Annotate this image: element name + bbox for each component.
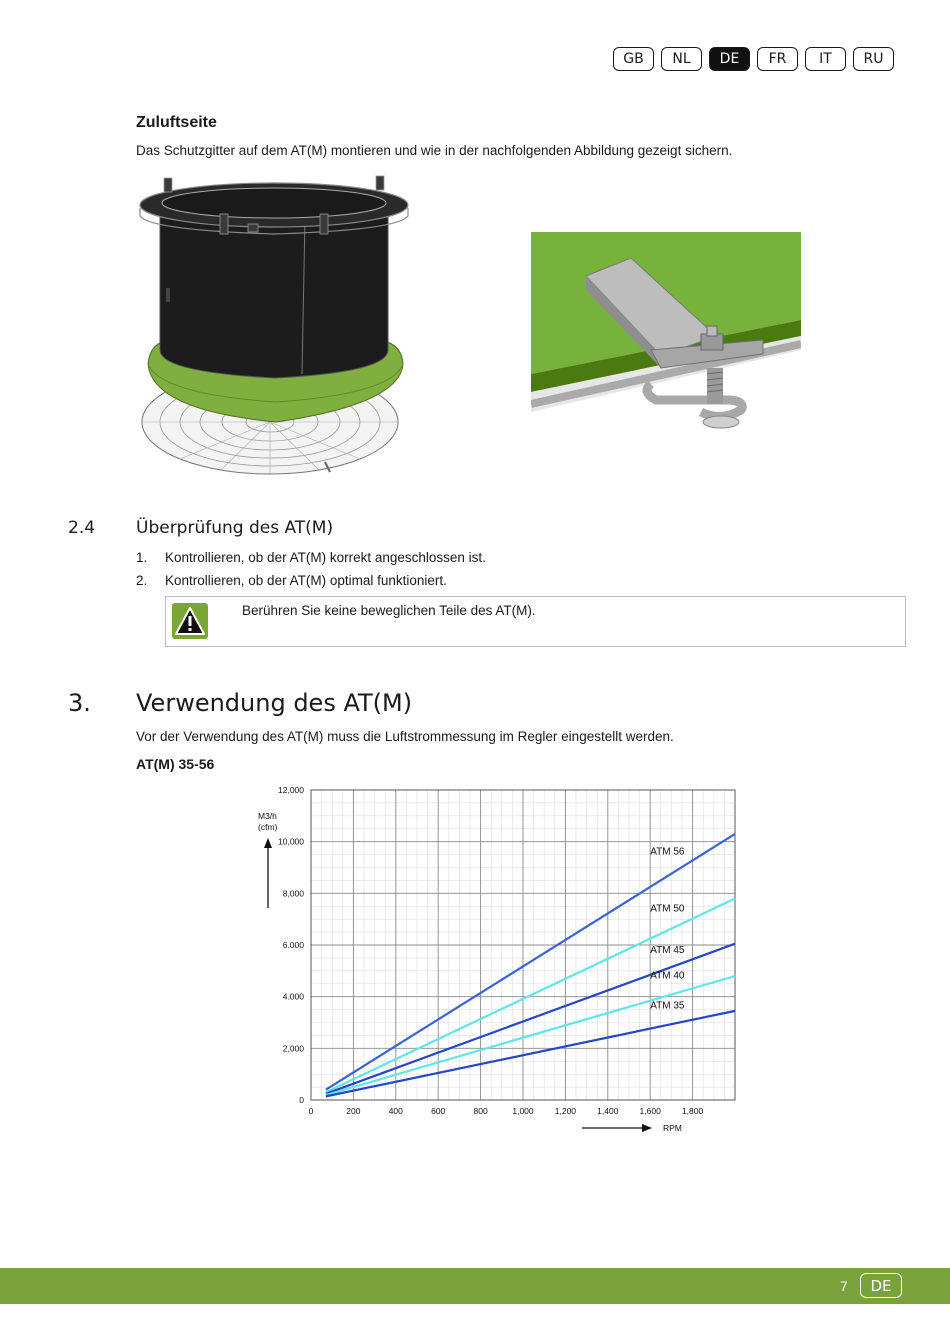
y-tick-label: 12,000: [278, 785, 304, 795]
y-tick-label: 4.000: [282, 991, 304, 1002]
x-tick-label: 1,600: [639, 1106, 661, 1116]
lang-gb-button[interactable]: GB: [613, 47, 654, 71]
section-3-title: Verwendung des AT(M): [136, 689, 413, 717]
warning-icon: [172, 603, 208, 639]
y-tick-label: 8,000: [282, 888, 304, 899]
x-tick-label: 1,200: [554, 1106, 577, 1116]
section-2-4-number: 2.4: [68, 518, 96, 538]
check-item-2-number: 2.: [136, 573, 148, 588]
series-label: ATM 40: [650, 970, 685, 982]
airflow-chart: [250, 780, 760, 1140]
y-axis-label: M3/h: [258, 811, 277, 821]
language-selector: [613, 47, 894, 71]
supply-side-text: Das Schutzgitter auf dem AT(M) montieren und wie in der nachfolgenden Abbildung gezeigt sichern.: [136, 143, 733, 158]
series-label: ATM 56: [650, 846, 685, 858]
chart-subheading: AT(M) 35-56: [136, 756, 215, 772]
check-item-1-number: 1.: [136, 550, 148, 565]
section-3-number: 3.: [68, 689, 91, 717]
x-axis-arrowhead: [642, 1124, 652, 1132]
x-tick-label: 1,400: [597, 1106, 619, 1116]
series-label: ATM 45: [650, 944, 685, 956]
x-tick-label: 0: [308, 1106, 314, 1116]
footer-bar: [0, 1268, 950, 1304]
x-tick-label: 600: [431, 1106, 446, 1116]
lang-it-button[interactable]: IT: [805, 47, 846, 71]
series-label: ATM 50: [650, 903, 685, 915]
x-tick-label: 200: [346, 1106, 361, 1116]
y-axis-arrowhead: [264, 838, 272, 848]
y-tick-label: 6.000: [282, 940, 304, 950]
x-tick-label: 1,800: [681, 1106, 704, 1116]
fan-illustration: [130, 172, 420, 487]
page-number: 7: [840, 1278, 848, 1294]
y-tick-label: 0: [299, 1095, 304, 1105]
x-tick-label: 800: [473, 1106, 488, 1116]
lang-fr-button[interactable]: FR: [757, 47, 798, 71]
x-tick-label: 400: [388, 1106, 403, 1116]
section-3-text: Vor der Verwendung des AT(M) muss die Luftstrommessung im Regler eingestellt werden.: [136, 729, 674, 744]
lang-de-button[interactable]: DE: [709, 47, 750, 71]
check-item-2-text: Kontrollieren, ob der AT(M) optimal funktioniert.: [165, 573, 447, 588]
bracket-detail-illustration: [531, 232, 801, 432]
supply-side-heading: Zuluftseite: [136, 114, 217, 131]
section-2-4-title: Überprüfung des AT(M): [136, 518, 334, 538]
lang-nl-button[interactable]: NL: [661, 47, 702, 71]
check-item-1-text: Kontrollieren, ob der AT(M) korrekt angeschlossen ist.: [165, 550, 486, 565]
x-axis-label: RPM: [663, 1123, 682, 1133]
footer-language-badge: DE: [860, 1273, 902, 1298]
series-label: ATM 35: [650, 1000, 685, 1012]
warning-text: Berühren Sie keine beweglichen Teile des AT(M).: [242, 603, 536, 618]
y-axis-label: (cfm): [258, 822, 278, 832]
warning-box: [165, 596, 906, 647]
lang-ru-button[interactable]: RU: [853, 47, 894, 71]
y-tick-label: 10,000: [278, 836, 304, 847]
y-tick-label: 2,000: [282, 1043, 304, 1054]
x-tick-label: 1,000: [512, 1106, 534, 1116]
